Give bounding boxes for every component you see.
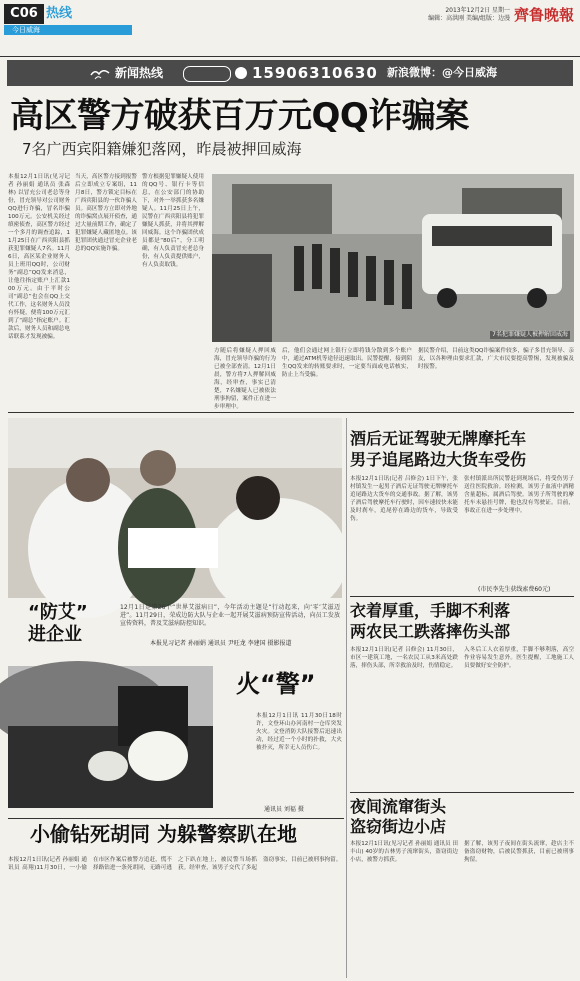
aids-title-line-2: 进企业 — [28, 624, 82, 645]
story1-column-6: 据民警介绍，目前这类QQ诈骗案件较多，骗子多冒充领导、亲友，以各种理由要求汇款，广大市民要提高警惕，发现被骗及时报警。 — [418, 348, 574, 370]
banner-title: 新闻热线 — [115, 66, 164, 80]
fire-photo — [8, 666, 213, 808]
drunk-driving-headline-1: 酒后无证驾驶无牌摩托车 — [350, 429, 527, 448]
page-meta — [428, 7, 510, 23]
section-name: 热线 — [46, 6, 73, 21]
weibo-handle: 新浪微博：@今日威海 — [387, 66, 497, 79]
main-headline: 高区警方破获百万元QQ诈骗案 — [10, 96, 469, 136]
arrest-photo — [212, 174, 574, 342]
fall-injury-headline-1: 衣着厚重，手脚不利落 — [350, 601, 511, 620]
drunk-driving-headline — [350, 428, 526, 470]
story1-column-5: 后，他们会通过网上银行立即将钱分散到多个账户中，通过ATM机等途径迅速取出。民警提醒，接到陌生QQ发来的转账要求时，一定要当面或电话核实，防止上当受骗。 — [282, 348, 412, 378]
fall-injury-body-2: 入冬后工人衣着厚重，手脚不够利落，高空作业容易发生意外。医生提醒，工地施工人员要做好安全防护。 — [464, 647, 574, 669]
story1-column-4: 方随后将嫌疑人押回威海，冒充领导诈骗的行为已被全部查清。12月1日晨，警方将7人押解回威海，经审查，事实已清楚，7名嫌疑人已被依法刑事拘留，案件正在进一步审理中。 — [214, 348, 276, 410]
theft-shop-headline-1: 夜间流窜街头 — [350, 797, 447, 816]
fall-injury-headline — [350, 600, 510, 642]
aids-text: 12月1日是第26个“世界艾滋病日”，今年活动主题是“行动起来，向‘零’艾滋迈进”。11月29日，荣成边防大队与企业一起开展艾滋病预防宣传活动，向员工发放宣传资料，普及艾滋病防控知识。 — [120, 604, 340, 627]
fall-injury-headline-2: 两农民工跌落摔伤头部 — [350, 622, 511, 641]
column-divider — [346, 418, 347, 978]
channel-badge — [183, 66, 231, 82]
fire-title: 火“警” — [236, 670, 316, 698]
drunk-driving-body-2: 张村镇派出所民警赶到现场后，将受伤男子送往医院救治。经检测，该男子血液中酒精含量超标，属酒后驾驶。该男子所驾驶的摩托车未悬挂号牌，他也没有驾驶证。目前，事故正在进一步处理中。 — [464, 476, 574, 514]
aids-byline: 本报见习记者 孙丽娟 通讯员 尹旺龙 李建国 摄影报道 — [150, 640, 292, 647]
story1-column-2: 当天，高区警方接到报警后立即成立专案组，11月8日，警方锁定目标在广西宾阳县的一伙诈骗人员。高区警方立即对外地的诈骗窝点展开侦查，通过大量前期工作，确定了犯罪嫌疑人藏匿地点。该犯罪团伙通过冒充企业老总的QQ实施诈骗。 — [75, 174, 137, 252]
newspaper-logo: 齊鲁晚報 — [513, 6, 574, 24]
section-subtitle: 今日威海 — [4, 25, 132, 35]
thief-headline: 小偷钻死胡同 为躲警察趴在地 — [30, 822, 297, 846]
editors-line: 编辑：高洪刚 美编/组版：边漫 — [428, 15, 510, 22]
aids-event-photo — [8, 418, 342, 598]
drunk-driving-headline-2: 男子追尾路边大货车受伤 — [350, 450, 527, 469]
aids-title-line-1: “防艾” — [28, 602, 88, 623]
section-divider-2 — [350, 596, 574, 597]
phone-icon — [235, 67, 247, 79]
theft-shop-body-1: 本报12月1日讯(见习记者 孙丽娟 通讯员 田丰山) 40岁的吉林男子流窜街头，盗窃街边小店，被警方抓获。 — [350, 841, 458, 863]
section-header — [4, 4, 132, 34]
hotline-number: 15906310630 — [252, 64, 378, 82]
drunk-driving-body-1: 本报12月1日讯(记者 吕修会) 1日下午，张村镇发生一起男子酒后无证驾驶无牌摩托车追尾路边大货车的交通事故。据了解，该男子酒后驾驶摩托车行驶时，因车速较快未能及时刹车，追尾停在路边的货车，导致受伤。 — [350, 476, 458, 522]
story1-column-1: 本报12月1日讯(见习记者 孙丽娟 通讯员 张森林) 以冒充公司老总等身份，冒充领导对公司财务QQ进行诈骗，冒名诈骗100万元。公安机关经过缜密侦查，高区警方经过一个多月的调查追踪，11月25日在广西宾阳县抓获犯罪嫌疑人7名。11月6日，高区某企业财务人员上班用QQ时，公司财务“副总”QQ发来消息，让他往指定账户上汇款100万元。由于平时公司“副总”也会在QQ上交代工作，这名财务人员没有怀疑，便将100万元汇到了“副总”指定账户。汇款后，财务人员和副总电话联系才发现被骗。 — [8, 174, 70, 340]
fire-byline: 通讯员 刘福 摄 — [264, 806, 304, 813]
main-subheadline: 7名广西宾阳籍嫌犯落网，昨晨被押回威海 — [22, 140, 302, 158]
header-divider — [0, 56, 580, 57]
thief-body: 本报12月1日讯(记者 孙丽娟 通讯员 高翔)11月30日，一小偷在市区作案后被警方追赶，慌不择路钻进一条死胡同，无路可逃之下趴在地上，被民警当场抓获。经审查，该男子交代了多起盗窃事实，目前已被刑事拘留。 — [8, 857, 342, 871]
section-divider-1 — [8, 412, 574, 413]
theft-shop-headline-2: 盗窃街边小店 — [350, 817, 447, 836]
tip-fee-note: (市民李先生获线索费60元) — [478, 586, 551, 593]
section-divider-3 — [350, 792, 574, 793]
section-number: C06 — [4, 4, 44, 24]
fall-injury-body-1: 本报12月1日讯(记者 吕修会) 11月30日，市区一建筑工地，一名农民工从3米高处跌落，摔伤头部，所幸救治及时，伤情稳定。 — [350, 647, 458, 669]
theft-shop-headline — [350, 797, 446, 837]
hotline-banner — [7, 60, 573, 86]
arrest-photo-caption: 7名犯罪嫌疑人被押解回威海 — [492, 331, 568, 338]
date-line: 2013年12月2日 星期一 — [445, 7, 510, 14]
birds-icon — [89, 65, 111, 81]
theft-shop-body-2: 据了解，该男子夜间在街头流窜，趁店主不备盗窃财物，后被民警抓获，目前已被刑事拘留。 — [464, 841, 574, 863]
aids-title — [28, 602, 88, 646]
story1-column-3: 警方根据犯罪嫌疑人使用的QQ号、银行卡等信息，在公安部门的协助下，对外一举抓获多名嫌疑人。11月25日上午，民警在广西宾阳县将犯罪嫌疑人抓获，并将其押解回威海。这个诈骗团伙成员都是“80后”，分工明确，有人负责冒充老总身份，有人负责提供账户，有人负责取钱。 — [142, 174, 204, 268]
section-divider-4 — [8, 818, 344, 819]
fire-text: 本报12月1日讯 11月30日18时许，文登环山办河南村一仓库突发火灾。文登消防大队接警后迅速出动，经过近一个小时的扑救，大火被扑灭，所幸无人员伤亡。 — [256, 713, 342, 751]
